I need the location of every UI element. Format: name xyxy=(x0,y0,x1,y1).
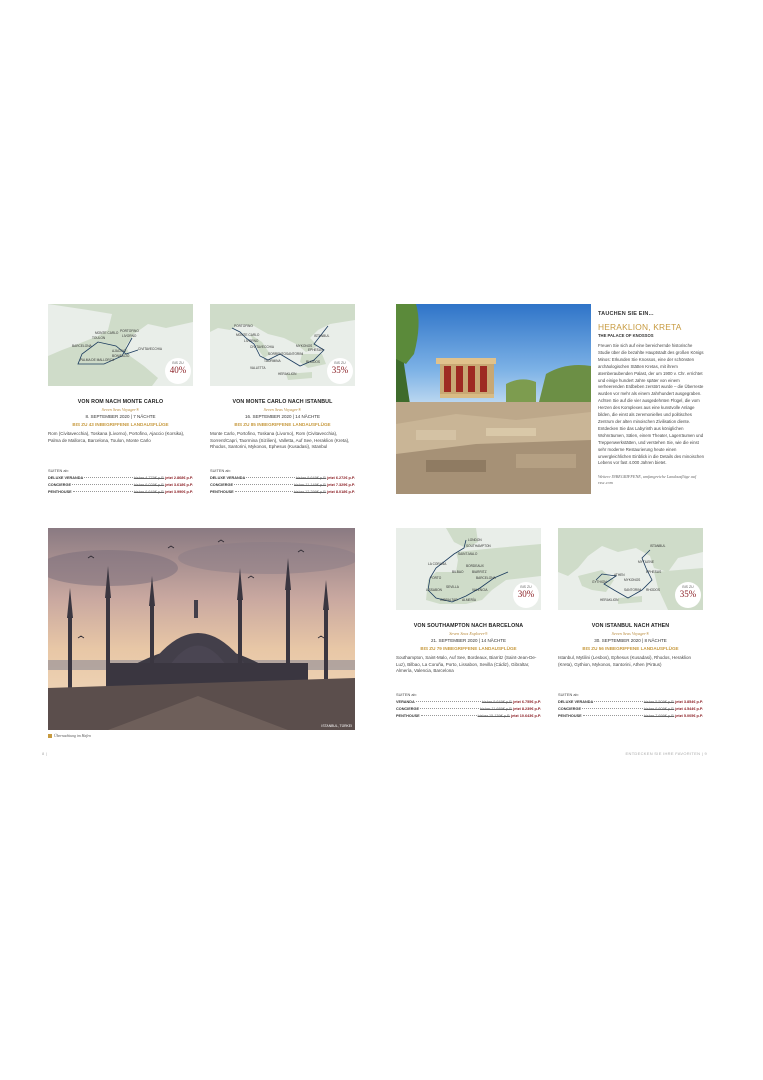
discount-badge xyxy=(675,582,701,608)
route-map xyxy=(48,304,193,386)
map-label: MYKONOS xyxy=(624,578,641,582)
legend-text: Übernachtung im Hafen xyxy=(54,734,91,738)
map-label: RHODOS xyxy=(646,588,660,592)
new-price: jetzt 3.618€ p.P. xyxy=(165,482,193,487)
price-row xyxy=(396,698,541,705)
knossos-photo xyxy=(396,304,591,494)
badge-prefix: BIS ZU xyxy=(172,361,184,365)
badge-percent: 30% xyxy=(517,588,535,599)
map-label: AJACCIO xyxy=(112,349,126,353)
suite-name: PENTHOUSE xyxy=(210,489,234,494)
suite-name: CONCIERGE xyxy=(48,482,71,487)
excursions-line: BIS ZU 85 INBEGRIFFENE LANDAUSFLÜGE xyxy=(234,422,331,427)
price-row xyxy=(210,488,355,495)
map-label: LONDON xyxy=(468,538,482,542)
new-price: jetzt 3.990€ p.P. xyxy=(165,489,193,494)
suites-label: SUITEN ab: xyxy=(48,468,69,473)
cruise-date: 21. SEPTEMBER 2020 | 14 NÄCHTE xyxy=(431,638,506,643)
card-title: VON MONTE CARLO NACH ISTANBUL xyxy=(232,399,333,405)
old-price: bisher 9.649€ p.P. xyxy=(481,699,513,704)
map-label: RHODOS xyxy=(306,360,320,364)
excursions-line: BIS ZU 43 INBEGRIFFENE LANDAUSFLÜGE xyxy=(72,422,169,427)
suites-label: SUITEN ab: xyxy=(558,692,579,697)
new-price: jetzt 4.544€ p.P. xyxy=(675,706,703,711)
price-row xyxy=(210,474,355,481)
port-list: Southampton, Saint-Malo, Auf See, Bordeaux, Biarritz (Saint-Jean-De-Luz), Bilbao, La Coruña, Porto, Lissabon, Sevilla (Cádiz), Gibraltar, Almería, Valencia, Barcelona xyxy=(396,655,537,674)
suite-name: PENTHOUSE xyxy=(558,713,582,718)
route-map xyxy=(396,528,541,610)
old-price: bisher 12.299€ p.P. xyxy=(293,489,327,494)
map-label: TAORMINA xyxy=(264,359,281,363)
map-label: LA CORUÑA xyxy=(428,562,447,566)
card-title: VON ROM NACH MONTE CARLO xyxy=(77,399,164,405)
map-label: SORRENTO xyxy=(268,352,287,356)
card-title: VON SOUTHAMPTON NACH BARCELONA xyxy=(413,623,524,629)
suite-name: VERANDA xyxy=(396,699,415,704)
map-label: BARCELONA xyxy=(72,344,92,348)
old-price: bisher 6.029€ p.P. xyxy=(133,482,165,487)
map-label: GYTHION xyxy=(592,580,607,584)
price-row xyxy=(48,488,193,495)
price-row xyxy=(210,481,355,488)
old-price: bisher 4.779€ p.P. xyxy=(133,475,165,480)
feature-body: Freuen Sie sich auf eine bereichernde historische Studie über die bezahlte Hauptstadt des großen Königs Minos: Erkunden Sie Knossos, eine der schönsten archäologischen Stätten Kretas, mit ihrem atemberaubenden Palast, der um 1900 v. Chr. errichtet und einige hundert Jahre später von einem verheerenden Erdbeben zerstört wurde – die Überreste wurden vor mehr als einem Jahrhundert ausgegraben. Achten Sie auf die vier ausgedehnten Flügel, die vom Herzen des Komplexes aus eine kunstvolle Anlage bilden, die einst als zeremonielles und politisches Zentrum der alten minoischen Zivilisation diente. Entdecken Sie das Labyrinth aus königlichen Wohnräumen, Sälen, einem Theater, Lagerräumen und Treppenwerkstätten, und verstehen Sie, wie die einst sehr moderne Restaurierung heute einen unvergleichlichen Einblick in die Details des minoischen Lebens vor fast 4.000 Jahren bietet. xyxy=(598,343,705,466)
new-price: jetzt 8.018€ p.P. xyxy=(327,489,355,494)
overnight-legend xyxy=(48,734,91,738)
map-label: HERAKLION xyxy=(600,598,619,602)
map-label: SOUTHAMPTON xyxy=(466,544,491,548)
map-label: PALMA DE MALLORCA xyxy=(80,358,115,362)
old-price: bisher 15.139€ p.P. xyxy=(477,713,511,718)
map-label: MONTE CARLO xyxy=(236,333,260,337)
discount-badge xyxy=(165,358,191,384)
price-row xyxy=(396,705,541,712)
page-number-left: 8 | xyxy=(42,751,48,756)
map-label: EPHESUS xyxy=(308,348,324,352)
suite-name: CONCIERGE xyxy=(396,706,419,711)
suite-name: PENTHOUSE xyxy=(396,713,420,718)
feature-subtitle: THE PALACE OF KNOSSOS xyxy=(598,333,654,338)
map-label: SAINT-MALO xyxy=(458,552,478,556)
badge-percent: 35% xyxy=(331,364,349,375)
discount-badge xyxy=(327,358,353,384)
ship-name: Seven Seas Voyager® xyxy=(101,407,140,412)
map-label: SEVILLA xyxy=(446,585,459,589)
price-row xyxy=(48,474,193,481)
map-label: ISTANBUL xyxy=(650,544,666,548)
card-title: VON ISTANBUL NACH ATHEN xyxy=(591,623,670,629)
map-label: BORDEAUX xyxy=(466,564,484,568)
old-price: bisher 9.649€ p.P. xyxy=(295,475,327,480)
map-label: BARCELONA xyxy=(476,576,496,580)
ship-name: Seven Seas Explorer® xyxy=(449,631,488,636)
photo-caption: ISTANBUL, TÜRKEI xyxy=(321,724,352,728)
cruise-date: 16. SEPTEMBER 2020 | 14 NÄCHTE xyxy=(245,414,320,419)
price-row xyxy=(558,705,703,712)
suites-label: SUITEN ab: xyxy=(210,468,231,473)
new-price: jetzt 2.868€ p.P. xyxy=(165,475,193,480)
badge-percent: 35% xyxy=(679,588,697,599)
port-list: Rom (Civitavecchia), Toskana (Livorno), Portofino, Ajaccio (Korsika), Palma de Mallorca, Barcelona, Toulon, Monte Carlo xyxy=(48,431,185,443)
suite-name: CONCIERGE xyxy=(558,706,581,711)
map-label: SANTORINI xyxy=(286,352,304,356)
map-label: GIBRALTAR xyxy=(440,598,458,602)
badge-prefix: BIS ZU xyxy=(682,585,694,589)
price-row xyxy=(396,712,541,719)
page-number-right: ENTDECKEN SIE IHRE FAVORITEN | 9 xyxy=(625,751,707,756)
excursions-line: BIS ZU 56 INBEGRIFFENE LANDAUSFLÜGE xyxy=(582,646,679,651)
ship-name: Seven Seas Voyager® xyxy=(611,631,650,636)
map-label: BIARRITZ xyxy=(472,570,487,574)
new-price: jetzt 10.643€ p.P. xyxy=(511,713,541,718)
feature-note: Weitere INBEGRIFFENE, umfangreiche Landausflüge auf rssc.com xyxy=(598,474,697,485)
old-price: bisher 7.699€ p.P. xyxy=(643,713,675,718)
new-price: jetzt 3.854€ p.P. xyxy=(675,699,703,704)
price-row xyxy=(48,481,193,488)
map-label: SANTORINI xyxy=(624,588,642,592)
map-label: LIVORNO xyxy=(122,334,137,338)
map-label: TOULON xyxy=(92,336,106,340)
suite-name: DELUXE VERANDA xyxy=(558,699,594,704)
suite-name: DELUXE VERANDA xyxy=(48,475,84,480)
port-list: Istanbul, Mytilini (Lesbos), Ephesus (Kusadasi), Rhodos, Heraklion (Kreta), Gythion, Mykonos, Santorini, Athen (Piräus) xyxy=(558,655,692,667)
map-label: LISSABON xyxy=(426,588,442,592)
cruise-date: 30. SEPTEMBER 2020 | 8 NÄCHTE xyxy=(594,638,667,643)
map-label: ALMERÍA xyxy=(462,598,476,602)
istanbul-photo xyxy=(48,528,355,730)
map-label: PORTOFINO xyxy=(234,324,253,328)
map-label: ATHEN xyxy=(614,573,625,577)
new-price: jetzt 6.755€ p.P. xyxy=(513,699,541,704)
map-label: MYKONOS xyxy=(296,344,313,348)
discount-badge xyxy=(513,582,539,608)
map-label: MYTILENE xyxy=(638,560,654,564)
suite-name: CONCIERGE xyxy=(210,482,233,487)
old-price: bisher 5.509€ p.P. xyxy=(643,699,675,704)
new-price: jetzt 6.272€ p.P. xyxy=(327,475,355,480)
old-price: bisher 6.649€ p.P. xyxy=(133,489,165,494)
overnight-icon xyxy=(48,734,52,738)
map-label: BILBAO xyxy=(452,570,464,574)
old-price: bisher 11.689€ p.P. xyxy=(480,706,513,711)
map-label: PORTOFINO xyxy=(120,329,139,333)
old-price: bisher 11.149€ p.P. xyxy=(294,482,327,487)
new-price: jetzt 7.329€ p.P. xyxy=(327,482,355,487)
feature-title: HERAKLION, KRETA xyxy=(598,322,682,332)
suite-name: DELUXE VERANDA xyxy=(210,475,246,480)
feature-kicker: TAUCHEN SIE EIN... xyxy=(598,311,654,317)
map-label: BONIFACIO xyxy=(112,354,130,358)
map-label: MONTE CARLO xyxy=(95,331,119,335)
map-label: LIVORNO xyxy=(244,339,259,343)
map-label: PORTO xyxy=(430,576,442,580)
map-label: HERAKLION xyxy=(278,372,297,376)
route-map xyxy=(558,528,703,610)
badge-percent: 40% xyxy=(169,364,187,375)
badge-prefix: BIS ZU xyxy=(334,361,346,365)
map-label: VALLETTA xyxy=(250,366,266,370)
port-list: Monte Carlo, Portofino, Toskana (Livorno), Rom (Civitavecchia), Sorrent/Capri, Taormina (Sizilien), Valletta, Auf See, Heraklion (Kreta), Rhodos, Santorini, Mykonos, Ephesus (Kusadasi), Istanbul xyxy=(210,431,350,450)
route-map xyxy=(210,304,355,386)
map-label: VALENCIA xyxy=(472,588,488,592)
suite-name: PENTHOUSE xyxy=(48,489,72,494)
map-label: EPHESUS xyxy=(646,570,662,574)
ship-name: Seven Seas Voyager® xyxy=(263,407,302,412)
new-price: jetzt 5.005€ p.P. xyxy=(675,713,703,718)
price-row xyxy=(558,698,703,705)
suites-label: SUITEN ab: xyxy=(396,692,417,697)
map-label: CIVITAVECCHIA xyxy=(138,347,162,351)
cruise-date: 8. SEPTEMBER 2020 | 7 NÄCHTE xyxy=(85,414,156,419)
price-row xyxy=(558,712,703,719)
badge-prefix: BIS ZU xyxy=(520,585,532,589)
map-label: CIVITAVECCHIA xyxy=(250,345,274,349)
new-price: jetzt 8.239€ p.P. xyxy=(513,706,541,711)
excursions-line: BIS ZU 79 INBEGRIFFENE LANDAUSFLÜGE xyxy=(420,646,517,651)
old-price: bisher 6.609€ p.P. xyxy=(643,706,675,711)
map-label: ISTANBUL xyxy=(314,334,330,338)
